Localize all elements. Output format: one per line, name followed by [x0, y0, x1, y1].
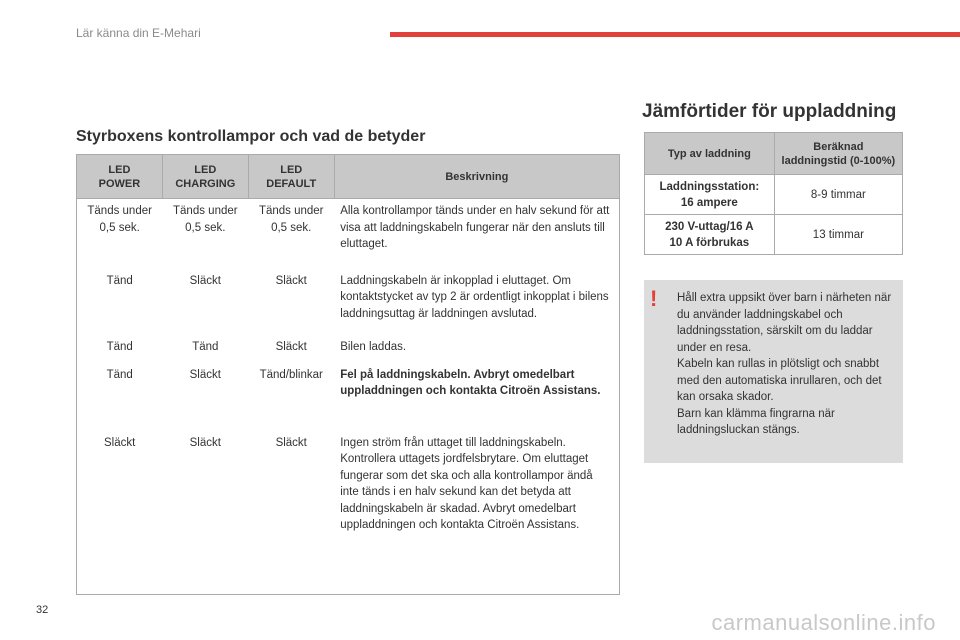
cell-description: Ingen ström från uttaget till laddningskabeln. Kontrollera uttagets jordfelsbrytare. Om eluttaget fungerar som det ska och alla kontrollampor ändå inte tänds i en halv sekund kan det betyda att laddningskabeln är skadad. Avbryt omedelbart uppladdningen och kontakta Citroën Assistans.	[334, 431, 619, 595]
cell-charging: Tänds under 0,5 sek.	[173, 205, 238, 234]
led-indicator-table	[76, 154, 620, 595]
cell-charging: Släckt	[189, 274, 221, 287]
cell-charge-duration: 8-9 timmar	[774, 175, 902, 215]
table-row	[645, 215, 903, 255]
cell-power: Släckt	[77, 431, 163, 595]
table-row	[77, 363, 620, 431]
exclamation-icon: !	[650, 286, 658, 311]
col-led-default: LED DEFAULT	[248, 155, 334, 199]
table-row	[77, 199, 620, 269]
led-section-title: Styrboxens kontrollampor och vad de betyder	[76, 128, 426, 145]
cell-description: Bilen laddas.	[334, 335, 619, 363]
charging-time-title: Jämförtider för uppladdning	[642, 101, 897, 122]
page-number: 32	[36, 604, 49, 616]
cell-charge-duration: 13 timmar	[774, 215, 902, 255]
table-row	[77, 269, 620, 335]
header-accent-bar	[390, 32, 960, 37]
cell-charging: Släckt	[189, 368, 221, 381]
cell-charge-type: 230 V-uttag/16 A 10 A förbrukas	[645, 215, 775, 255]
cell-description: Laddningskabeln är inkopplad i eluttaget. Om kontaktstycket av typ 2 är ordentligt inkopplat i bilens laddningsuttag är laddningen avslutad.	[334, 269, 619, 335]
cell-default: Tänd/blinkar	[259, 368, 323, 381]
cell-power: Tänd	[77, 269, 163, 335]
warning-text: Håll extra uppsikt över barn i närheten när du använder laddningskabel och laddningsstation, särskilt om du laddar under en resa. Kabeln kan rullas in plötsligt och snabbt med den automatiska inrullaren, och det kan orsaka skador. Barn kan klämma fingrarna när laddningsluckan stängs.	[677, 292, 892, 436]
table-row	[77, 431, 620, 595]
col-charge-type: Typ av laddning	[645, 133, 775, 175]
cell-default: Tänds under 0,5 sek.	[258, 205, 324, 234]
time-table-header-row	[645, 133, 903, 175]
cell-power: Tänd	[77, 363, 163, 431]
cell-charge-type: Laddningsstation: 16 ampere	[645, 175, 775, 215]
header-section-label: Lär känna din E-Mehari	[76, 26, 201, 40]
cell-description: Alla kontrollampor tänds under en halv sekund för att visa att laddningskabeln fungerar när den ansluts till eluttaget.	[334, 199, 619, 269]
table-row	[645, 175, 903, 215]
cell-default: Släckt	[275, 274, 307, 287]
watermark: carmanualsonline.info	[711, 610, 936, 635]
led-table-header-row	[77, 155, 620, 199]
cell-default: Släckt	[248, 431, 334, 595]
col-led-power: LED POWER	[77, 155, 163, 199]
warning-box	[644, 280, 903, 463]
cell-power: Tänd	[77, 335, 163, 363]
cell-charging: Tänd	[192, 340, 219, 353]
table-row	[77, 335, 620, 363]
cell-power: Tänds under 0,5 sek.	[77, 199, 163, 269]
cell-description: Fel på laddningskabeln. Avbryt omedelbart uppladdningen och kontakta Citroën Assistans.	[334, 363, 619, 431]
col-charge-duration: Beräknad laddningstid (0-100%)	[774, 133, 902, 175]
cell-charging: Släckt	[162, 431, 248, 595]
col-led-charging: LED CHARGING	[162, 155, 248, 199]
cell-default: Släckt	[275, 340, 307, 353]
charging-time-table	[644, 132, 903, 255]
col-description: Beskrivning	[334, 155, 619, 199]
